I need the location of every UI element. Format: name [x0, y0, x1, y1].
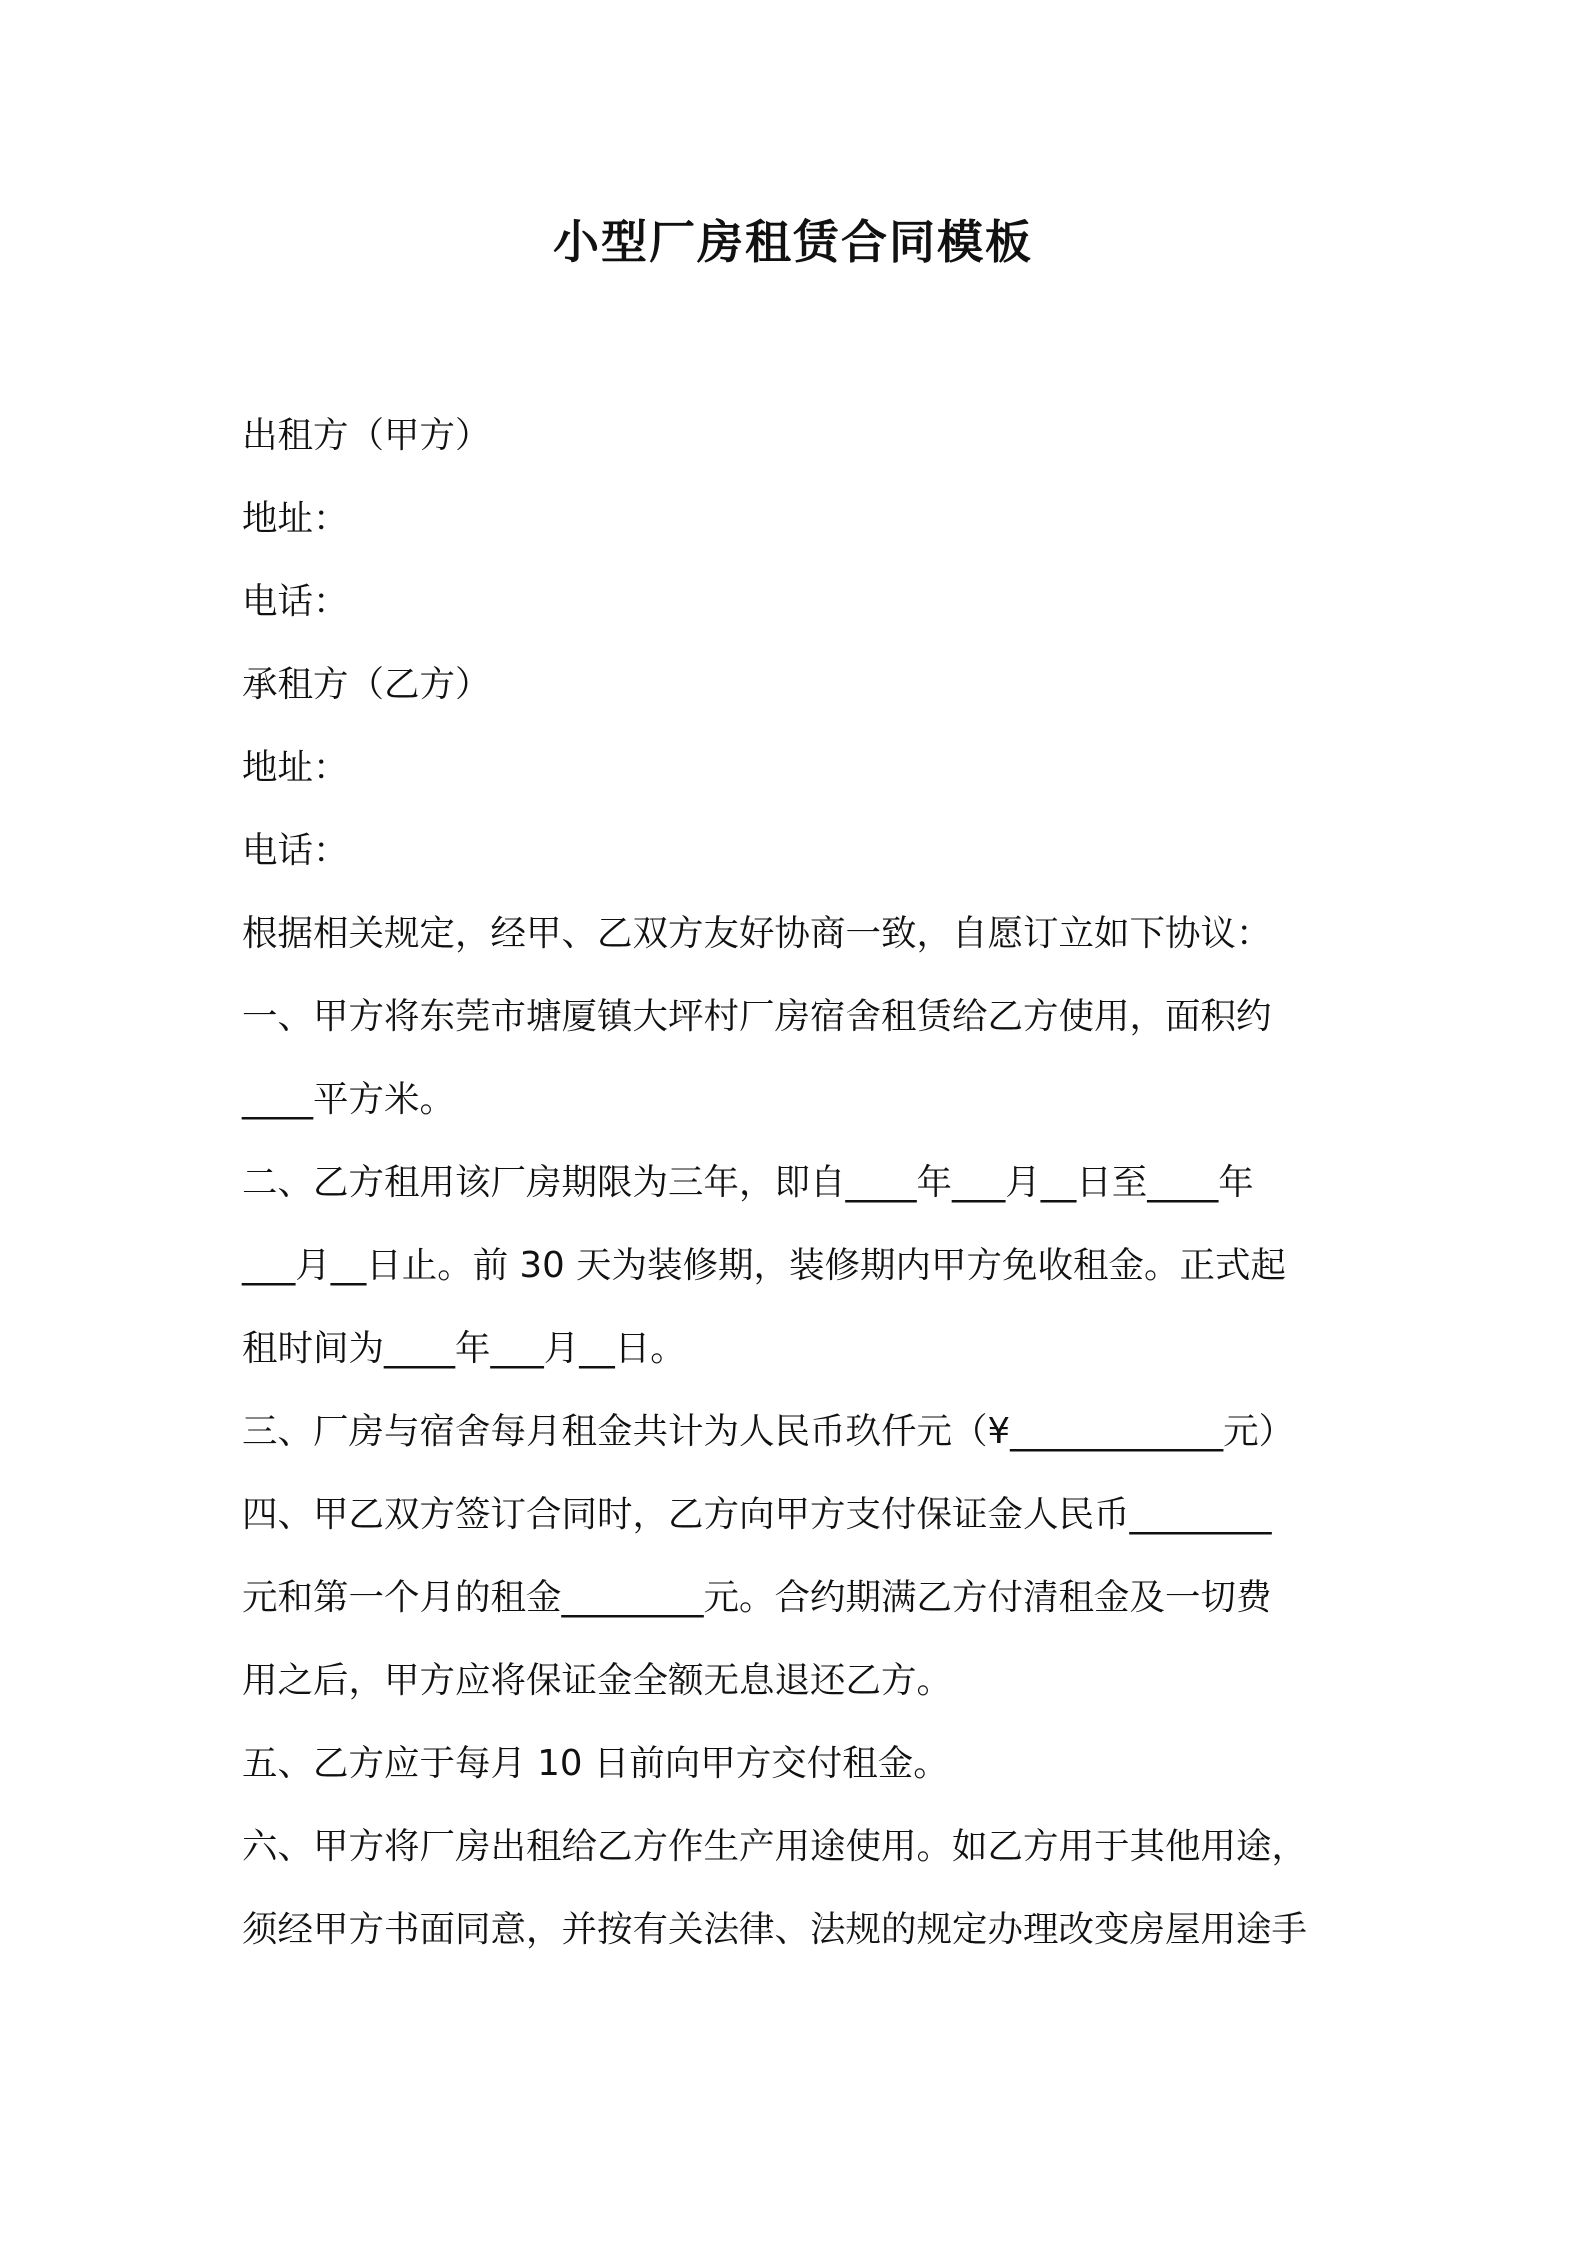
clause-1-line-1: 一、甲方将东莞市塘厦镇大坪村厂房宿舍租赁给乙方使用，面积约 — [242, 996, 1272, 1037]
clause-6-line-2: 须经甲方书面同意，并按有关法律、法规的规定办理改变房屋用途手 — [242, 1909, 1308, 1950]
clause-4-line-1: 四、甲乙双方签订合同时，乙方向甲方支付保证金人民币________ — [242, 1494, 1272, 1535]
page-title: 小型厂房租赁合同模板 — [553, 215, 1033, 269]
lessee-address: 地址： — [242, 747, 349, 788]
clause-5-line-1: 五、乙方应于每月 10 日前向甲方交付租金。 — [242, 1743, 949, 1784]
clause-1-line-2: ____平方米。 — [242, 1079, 456, 1120]
clause-6-line-1: 六、甲方将厂房出租给乙方作生产用途使用。如乙方用于其他用途， — [242, 1826, 1308, 1867]
clause-3-line-1: 三、厂房与宿舍每月租金共计为人民币玖仟元（¥____________元） — [242, 1411, 1295, 1452]
lessee-phone: 电话： — [242, 830, 349, 871]
lessor-address: 地址： — [242, 498, 349, 539]
preamble: 根据相关规定，经甲、乙双方友好协商一致，自愿订立如下协议： — [242, 913, 1272, 954]
clause-4-line-3: 用之后，甲方应将保证金全额无息退还乙方。 — [242, 1660, 953, 1701]
clause-2-line-3: 租时间为____年___月__日。 — [242, 1328, 686, 1369]
clause-4-line-2: 元和第一个月的租金________元。合约期满乙方付清租金及一切费 — [242, 1577, 1272, 1618]
lessor-heading: 出租方（甲方） — [242, 415, 491, 456]
lessor-phone: 电话： — [242, 581, 349, 622]
clause-2-line-1: 二、乙方租用该厂房期限为三年，即自____年___月__日至____年 — [242, 1162, 1254, 1203]
clause-2-line-2: ___月__日止。前 30 天为装修期，装修期内甲方免收租金。正式起 — [242, 1245, 1286, 1286]
lessee-heading: 承租方（乙方） — [242, 664, 491, 705]
